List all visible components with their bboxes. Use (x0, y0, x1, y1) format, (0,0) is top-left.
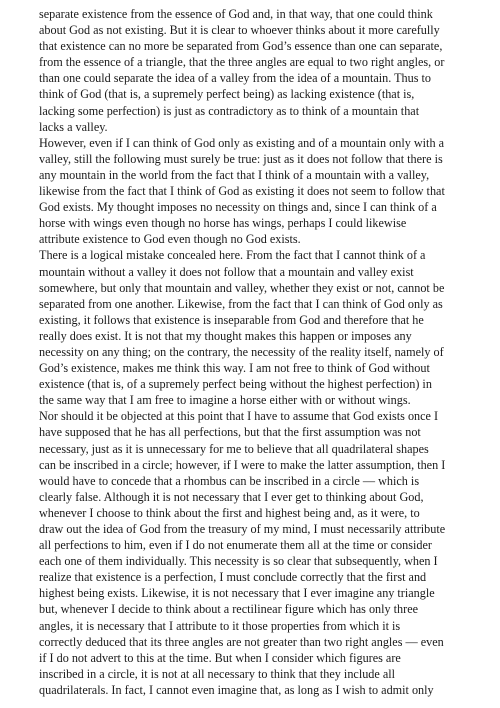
paragraph-3 (39, 247, 463, 408)
text-line: However, even if I can think of God only as existing and of a mountain only with a (39, 135, 444, 150)
text-line: if I do not advert to this at the time. But when I consider which figures are (39, 650, 401, 665)
text-line: have supposed that he has all perfections, but that the first assumption was not (39, 425, 421, 440)
text-line: quadrilaterals. In fact, I cannot even imagine that, as long as I wish to admit only (39, 682, 434, 697)
text-line: Nor should it be objected at this point that I have to assume that God exists once I (39, 409, 439, 424)
text-line: than one could separate the idea of a valley from the idea of a mountain. Thus to (39, 71, 432, 86)
text-line: existing, it follows that existence is inseparable from God and therefore that he (39, 312, 424, 327)
text-line: likewise from the fact that I think of God as existing it does not seem to follow that (39, 184, 445, 199)
paragraph-2 (39, 135, 463, 248)
text-line: mountain without a valley it does not follow that a mountain and valley exist (39, 264, 414, 279)
text-line: can be inscribed in a circle; however, if I were to make the latter assumption, then I (39, 457, 446, 472)
text-line: each one of them individually. This necessity is so clear that subsequently, when I (39, 554, 438, 569)
paragraph-1 (39, 6, 463, 135)
text-line: realize that existence is a perfection, I must conclude correctly that the first and (39, 570, 427, 585)
text-line: all perfections to him, even if I do not enumerate them all at the time or consider (39, 538, 432, 553)
text-line: correctly deduced that its three angles are not greater than two right angles — even (39, 634, 444, 649)
document-page (39, 6, 463, 698)
text-line: that existence can no more be separated from God’s essence than one can separate, (39, 39, 443, 54)
text-line: attribute existence to God even though no God exists. (39, 232, 301, 247)
text-line: think of God (that is, a supremely perfect being) as lacking existence (that is, (39, 87, 415, 102)
text-line: but, whenever I decide to think about a rectilinear figure which has only three (39, 602, 419, 617)
text-line: really does exist. It is not that my thought makes this happen or imposes any (39, 328, 412, 343)
text-line: separated from one another. Likewise, from the fact that I can think of God only as (39, 296, 443, 311)
text-line: necessary, just as it is unnecessary for me to believe that all quadrilateral shapes (39, 441, 429, 456)
text-line: highest being exists. Likewise, it is not necessary that I ever imagine any triangle (39, 586, 435, 601)
text-line: about God as not existing. But it is clear to whoever thinks about it more carefully (39, 23, 440, 38)
text-line: angles, it is necessary that I attribute to it those properties from which it is (39, 618, 401, 633)
text-line: horse with wings even though no horse has wings, perhaps I could likewise (39, 216, 407, 231)
text-line: God’s existence, makes me think this way. I am not free to think of God without (39, 361, 430, 376)
text-line: valley, still the following must surely be true: just as it does not follow that there is (39, 151, 443, 166)
text-line: lacking some perfection) is just as contradictory as to think of a mountain that (39, 103, 420, 118)
text-line: draw out the idea of God from the treasury of my mind, I must necessarily attribute (39, 522, 446, 536)
text-line: separate existence from the essence of God and, in that way, that one could think (39, 7, 433, 21)
text-line: from the essence of a triangle, that the three angles are equal to two right angles, or (39, 55, 445, 70)
text-line: necessity on any thing; on the contrary, the necessity of the reality itself, namely of (39, 344, 444, 359)
text-line: lacks a valley. (39, 119, 108, 134)
text-line: somewhere, but only that mountain and valley, whether they exist or not, cannot be (39, 280, 445, 295)
text-line: whenever I choose to think about the first and highest being and, as it were, to (39, 505, 420, 520)
text-line: inscribed in a circle, it is not at all necessary to think that they include all (39, 666, 396, 681)
text-line: God exists. My thought imposes no necessity on things and, since I can think of a (39, 200, 437, 215)
text-line: There is a logical mistake concealed here. From the fact that I cannot think of a (39, 248, 426, 263)
text-line: would have to concede that a rhombus can be inscribed in a circle — which is (39, 473, 420, 488)
text-line: the same way that I am free to imagine a horse either with or without wings. (39, 393, 411, 408)
text-line: any mountain in the world from the fact that I think of a mountain with a valley, (39, 167, 430, 182)
paragraph-4 (39, 408, 463, 698)
text-line: existence (that is, of a supremely perfect being without the highest perfection) in (39, 377, 432, 392)
text-line: clearly false. Although it is not necessary that I ever get to thinking about God, (39, 489, 424, 504)
